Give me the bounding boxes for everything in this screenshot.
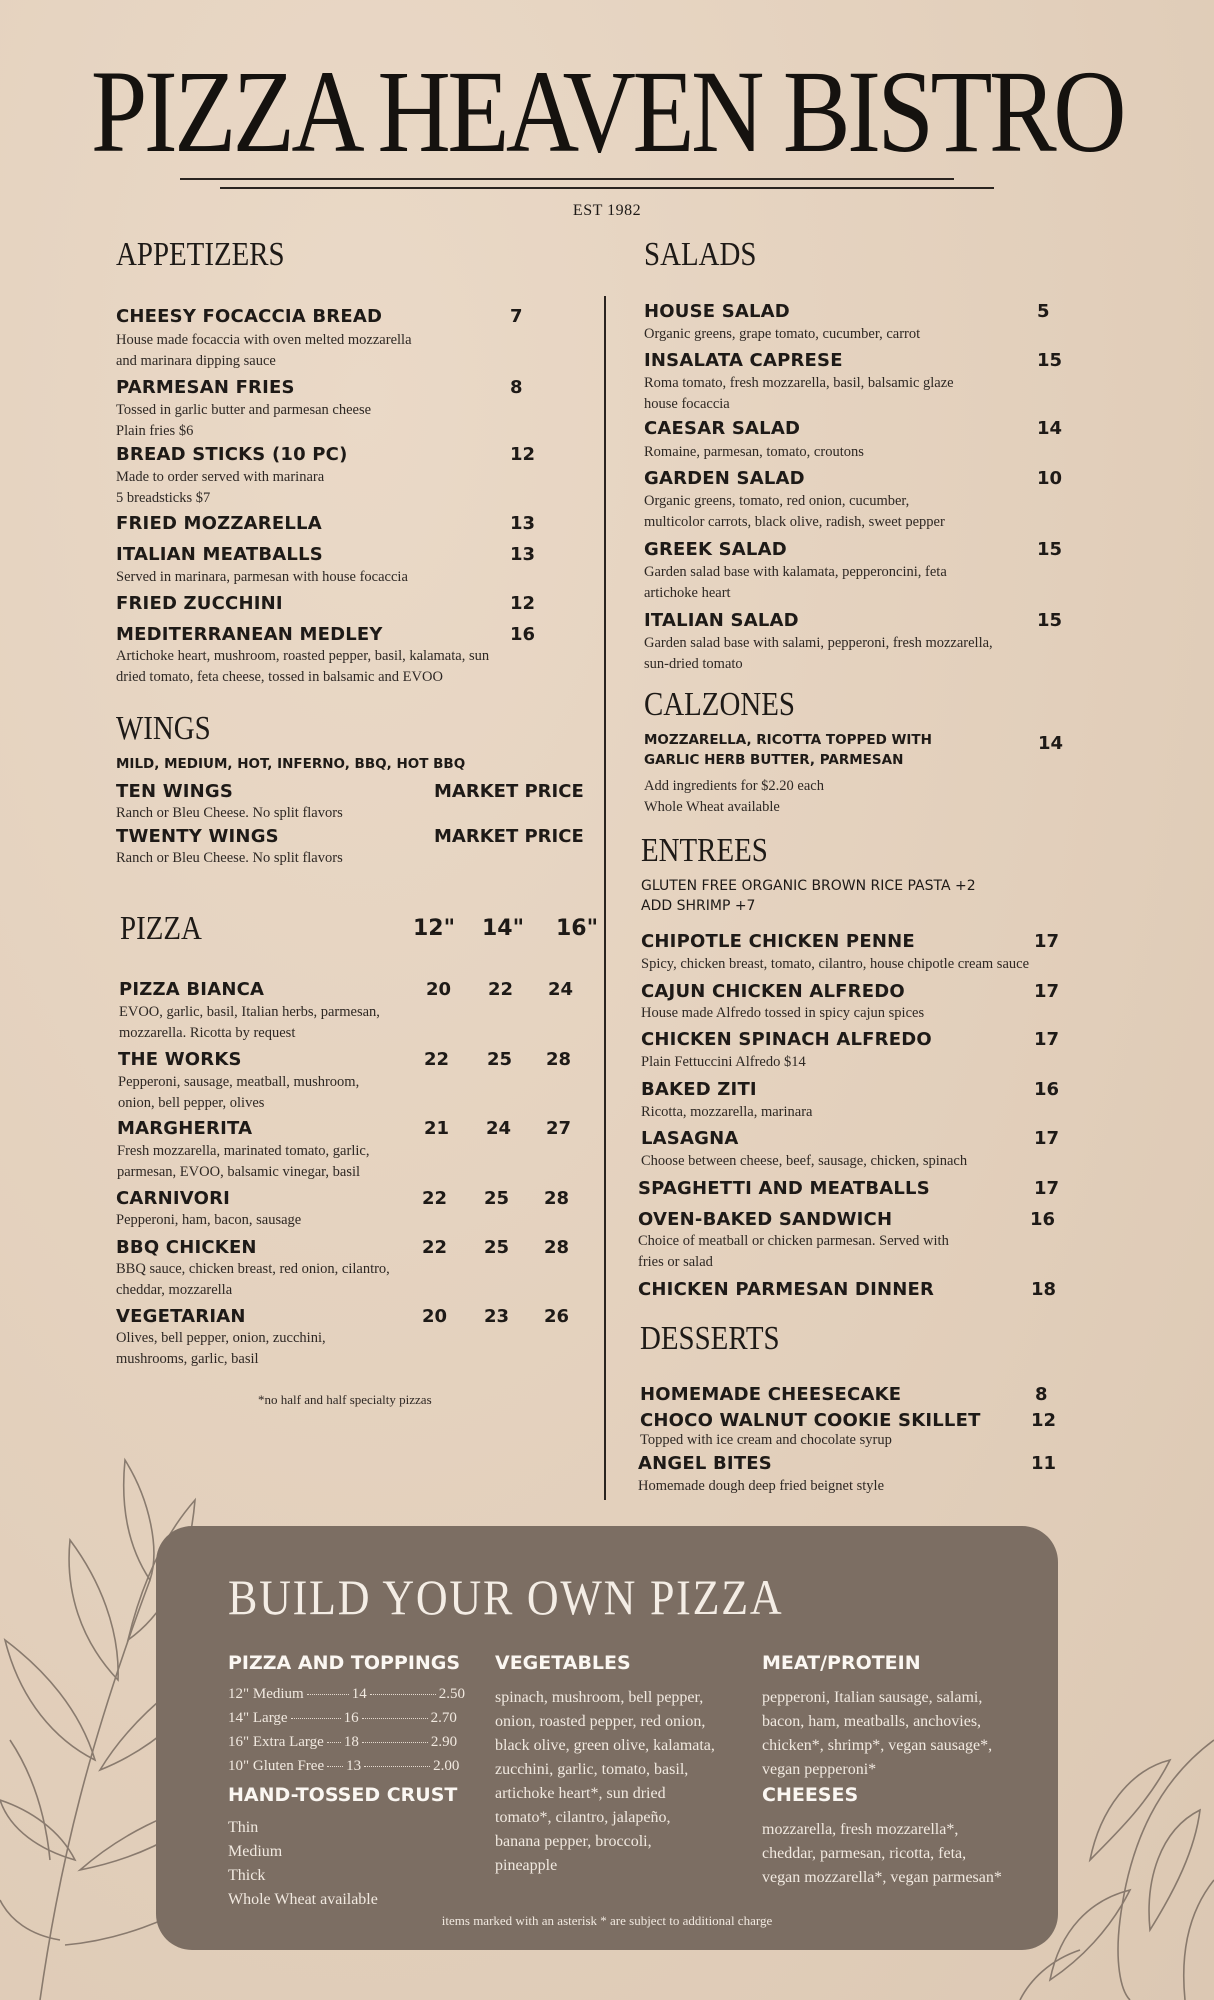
menu-item-desc: Ranch or Bleu Cheese. No split flavors (116, 850, 343, 866)
price-12: 20 (426, 979, 452, 1000)
calzone-price: 14 (1038, 733, 1064, 754)
menu-item-desc: parmesan, EVOO, balsamic vinegar, basil (117, 1164, 361, 1180)
calzone-name: GARLIC HERB BUTTER, PARMESAN (644, 752, 904, 768)
menu-item-name: CHEESY FOCACCIA BREAD (116, 306, 383, 327)
menu-item-name: PIZZA BIANCA (119, 979, 265, 1000)
menu-item-name: PARMESAN FRIES (116, 377, 295, 398)
menu-item-price: 17 (1034, 981, 1060, 1002)
crust-heading: HAND-TOSSED CRUST (228, 1784, 458, 1806)
menu-item-desc: dried tomato, feta cheese, tossed in balsamic and EVOO (116, 669, 443, 685)
menu-item-price: 12 (510, 444, 536, 465)
calzone-desc: Whole Wheat available (644, 799, 780, 815)
menu-item-price: 10 (1037, 468, 1063, 489)
menu-item-desc: Tossed in garlic butter and parmesan cheese (116, 402, 372, 418)
price-12: 22 (424, 1049, 450, 1070)
menu-item-name: VEGETARIAN (116, 1306, 246, 1327)
menu-item-desc: Served in marinara, parmesan with house focaccia (116, 569, 408, 585)
vegetable-list-line: zucchini, garlic, tomato, basil, (495, 1761, 689, 1778)
menu-item-price: 5 (1037, 301, 1050, 322)
menu-item-name: CHIPOTLE CHICKEN PENNE (641, 931, 915, 952)
menu-item-price: 11 (1031, 1453, 1057, 1474)
pizza-size-16: 16" (556, 916, 599, 941)
menu-item-desc: Topped with ice cream and chocolate syrup (640, 1432, 892, 1448)
pizza-heading: PIZZA (120, 910, 202, 947)
vegetable-list-line: spinach, mushroom, bell pepper, (495, 1689, 704, 1706)
menu-item-desc: fries or salad (638, 1254, 713, 1270)
vegetable-list-line: onion, roasted pepper, red onion, (495, 1713, 706, 1730)
menu-item-desc: Pepperoni, ham, bacon, sausage (116, 1212, 302, 1228)
desserts-heading: DESSERTS (640, 1320, 780, 1357)
menu-item-name: THE WORKS (118, 1049, 242, 1070)
menu-item-price: 15 (1037, 539, 1063, 560)
menu-item-name: BREAD STICKS (10 PC) (116, 444, 348, 465)
meat-list-line: vegan pepperoni* (762, 1761, 877, 1778)
menu-item-name: BBQ CHICKEN (116, 1237, 257, 1258)
price-12: 21 (424, 1118, 450, 1139)
meat-list-line: bacon, ham, meatballs, anchovies, (762, 1713, 982, 1730)
menu-item-desc: Ranch or Bleu Cheese. No split flavors (116, 805, 343, 821)
menu-item-name: MEDITERRANEAN MEDLEY (116, 624, 383, 645)
leader-dots (362, 1718, 428, 1719)
menu-item-desc: Homemade dough deep fried beignet style (638, 1478, 885, 1494)
size-row (228, 1710, 457, 1727)
build-your-own-title: BUILD YOUR OWN PIZZA (228, 1569, 784, 1625)
size-row (228, 1758, 459, 1775)
entree-option: GLUTEN FREE ORGANIC BROWN RICE PASTA +2 (641, 878, 976, 894)
menu-item-desc: Plain fries $6 (116, 423, 194, 439)
menu-item-price: 16 (510, 624, 536, 645)
menu-item-desc: Organic greens, grape tomato, cucumber, carrot (644, 326, 921, 342)
menu-item-name: OVEN-BAKED SANDWICH (638, 1209, 893, 1230)
menu-item-desc: Artichoke heart, mushroom, roasted pepper, basil, kalamata, sun (116, 648, 490, 664)
leader-dots (327, 1742, 341, 1743)
vegetable-list-line: pineapple (495, 1857, 558, 1874)
menu-item-price: 17 (1034, 1178, 1060, 1199)
menu-item-price: 16 (1034, 1079, 1060, 1100)
menu-item-name: GARDEN SALAD (644, 468, 805, 489)
menu-item-price: 18 (1031, 1279, 1057, 1300)
leader-dots (362, 1742, 428, 1743)
price-16: 26 (544, 1306, 570, 1327)
entrees-heading: ENTREES (641, 832, 768, 869)
size-row (228, 1734, 457, 1751)
size-slices: 16 (343, 1710, 359, 1726)
pizza-size-12: 12" (413, 916, 456, 941)
meat-heading: MEAT/PROTEIN (762, 1652, 921, 1674)
price-16: 28 (544, 1188, 570, 1209)
menu-item-desc: 5 breadsticks $7 (116, 490, 211, 506)
calzone-name: MOZZARELLA, RICOTTA TOPPED WITH (644, 732, 932, 748)
entree-option: ADD SHRIMP +7 (641, 898, 756, 914)
size-label: 10" Gluten Free (228, 1758, 325, 1774)
menu-item-desc: BBQ sauce, chicken breast, red onion, cilantro, (116, 1261, 390, 1277)
price-14: 25 (487, 1049, 513, 1070)
menu-item-name: CAESAR SALAD (644, 418, 801, 439)
menu-item-name: HOUSE SALAD (644, 301, 790, 322)
menu-item-price: 12 (1031, 1410, 1057, 1431)
size-row (228, 1686, 465, 1703)
cheese-list-line: cheddar, parmesan, ricotta, feta, (762, 1845, 967, 1862)
menu-item-desc: Choice of meatball or chicken parmesan. Served with (638, 1233, 949, 1249)
menu-item-desc: Plain Fettuccini Alfredo $14 (641, 1054, 806, 1070)
title-rule-top (180, 178, 954, 180)
menu-item-desc: house focaccia (644, 396, 730, 412)
price-16: 28 (546, 1049, 572, 1070)
price-16: 28 (544, 1237, 570, 1258)
menu-item-desc: Spicy, chicken breast, tomato, cilantro, house chipotle cream sauce (641, 956, 1030, 972)
size-price: 2.50 (438, 1686, 465, 1702)
menu-item-desc: Organic greens, tomato, red onion, cucumber, (644, 493, 910, 509)
crust-option: Medium (228, 1843, 283, 1860)
menu-item-desc: Ricotta, mozzarella, marinara (641, 1104, 813, 1120)
menu-item-name: SPAGHETTI AND MEATBALLS (638, 1178, 930, 1199)
leader-dots (291, 1718, 341, 1719)
menu-item-desc: Olives, bell pepper, onion, zucchini, (116, 1330, 326, 1346)
established-year: EST 1982 (572, 202, 642, 219)
menu-item-price: 7 (510, 306, 523, 327)
menu-item-name: CARNIVORI (116, 1188, 231, 1209)
menu-item-name: TWENTY WINGS (116, 826, 279, 847)
size-slices: 13 (346, 1758, 362, 1774)
price-16: 27 (546, 1118, 572, 1139)
crust-option: Thin (228, 1819, 259, 1836)
menu-item-name: CAJUN CHICKEN ALFREDO (641, 981, 905, 1002)
menu-item-desc: House made focaccia with oven melted mozzarella (116, 332, 412, 348)
price-14: 23 (484, 1306, 510, 1327)
menu-item-desc: Made to order served with marinara (116, 469, 325, 485)
menu-item-price: 16 (1030, 1209, 1056, 1230)
calzones-heading: CALZONES (644, 686, 795, 723)
column-divider (604, 296, 606, 1500)
menu-item-desc: Romaine, parmesan, tomato, croutons (644, 444, 864, 460)
menu-item-desc: cheddar, mozzarella (116, 1282, 233, 1298)
menu-item-price: 8 (1035, 1384, 1048, 1405)
menu-item-name: INSALATA CAPRESE (644, 350, 843, 371)
calzone-desc: Add ingredients for $2.20 each (644, 778, 824, 794)
cheese-list-line: vegan mozzarella*, vegan parmesan* (762, 1869, 1002, 1886)
leader-dots (327, 1766, 343, 1767)
menu-item-desc: Garden salad base with salami, pepperoni, fresh mozzarella, (644, 635, 993, 651)
leader-dots (370, 1694, 436, 1695)
pizza-note: *no half and half specialty pizzas (258, 1392, 432, 1407)
menu-item-price: 13 (510, 544, 536, 565)
price-12: 22 (422, 1188, 448, 1209)
menu-item-desc: Pepperoni, sausage, meatball, mushroom, (118, 1074, 360, 1090)
menu-item-price: MARKET PRICE (434, 781, 584, 802)
leader-dots (307, 1694, 349, 1695)
price-14: 25 (484, 1237, 510, 1258)
toppings-heading: PIZZA AND TOPPINGS (228, 1652, 461, 1674)
menu-item-name: FRIED MOZZARELLA (116, 513, 322, 534)
menu-item-name: BAKED ZITI (641, 1079, 757, 1100)
asterisk-note: items marked with an asterisk * are subject to additional charge (441, 1913, 773, 1928)
size-slices: 18 (343, 1734, 359, 1750)
vegetable-list-line: banana pepper, broccoli, (495, 1833, 652, 1850)
menu-item-price: 12 (510, 593, 536, 614)
menu-item-price: 14 (1037, 418, 1063, 439)
vegetable-list-line: artichoke heart*, sun dried (495, 1785, 666, 1802)
menu-item-desc: House made Alfredo tossed in spicy cajun spices (641, 1005, 925, 1021)
price-16: 24 (548, 979, 574, 1000)
vegetable-list-line: tomato*, cilantro, jalapeño, (495, 1809, 671, 1826)
menu-item-desc: and marinara dipping sauce (116, 353, 276, 369)
size-price: 2.70 (430, 1710, 457, 1726)
menu-item-price: MARKET PRICE (434, 826, 584, 847)
menu-item-name: FRIED ZUCCHINI (116, 593, 283, 614)
menu-item-name: TEN WINGS (116, 781, 234, 802)
pizza-size-14: 14" (482, 916, 525, 941)
menu-item-name: HOMEMADE CHEESECAKE (640, 1384, 902, 1405)
price-12: 22 (422, 1237, 448, 1258)
menu-item-price: 15 (1037, 350, 1063, 371)
vegetable-list-line: black olive, green olive, kalamata, (495, 1737, 715, 1754)
menu-item-name: ANGEL BITES (638, 1453, 772, 1474)
menu-item-price: 17 (1034, 931, 1060, 952)
crust-option: Whole Wheat available (228, 1891, 378, 1908)
price-14: 22 (488, 979, 514, 1000)
menu-item-name: LASAGNA (641, 1128, 739, 1149)
menu-item-price: 17 (1034, 1128, 1060, 1149)
size-label: 14" Large (228, 1710, 288, 1726)
menu-item-desc: Garden salad base with kalamata, pepperoncini, feta (644, 564, 947, 580)
crust-option: Thick (228, 1867, 266, 1884)
menu-item-desc: Fresh mozzarella, marinated tomato, garlic, (117, 1143, 370, 1159)
menu-item-desc: mushrooms, garlic, basil (116, 1351, 259, 1367)
menu-item-desc: Choose between cheese, beef, sausage, chicken, spinach (641, 1153, 968, 1169)
menu-item-price: 17 (1034, 1029, 1060, 1050)
size-label: 12" Medium (228, 1686, 304, 1702)
menu-item-price: 15 (1037, 610, 1063, 631)
menu-item-desc: sun-dried tomato (644, 656, 743, 672)
leader-dots (364, 1766, 430, 1767)
price-14: 25 (484, 1188, 510, 1209)
menu-item-name: CHICKEN SPINACH ALFREDO (641, 1029, 932, 1050)
meat-list-line: chicken*, shrimp*, vegan sausage*, (762, 1737, 993, 1754)
meat-list-line: pepperoni, Italian sausage, salami, (762, 1689, 983, 1706)
menu-item-name: ITALIAN SALAD (644, 610, 799, 631)
menu-item-desc: EVOO, garlic, basil, Italian herbs, parmesan, (119, 1004, 380, 1020)
price-12: 20 (422, 1306, 448, 1327)
cheeses-heading: CHEESES (762, 1784, 859, 1806)
menu-item-name: CHOCO WALNUT COOKIE SKILLET (640, 1410, 981, 1431)
restaurant-title: PIZZA HEAVEN BISTRO (90, 46, 1124, 177)
menu-item-desc: Roma tomato, fresh mozzarella, basil, balsamic glaze (644, 375, 954, 391)
menu-item-desc: mozzarella. Ricotta by request (119, 1025, 296, 1041)
menu-item-name: CHICKEN PARMESAN DINNER (638, 1279, 935, 1300)
menu-item-name: GREEK SALAD (644, 539, 787, 560)
vegetables-heading: VEGETABLES (495, 1652, 631, 1674)
title-rule-bottom (220, 187, 994, 189)
appetizers-heading: APPETIZERS (116, 236, 285, 273)
menu-item-desc: onion, bell pepper, olives (118, 1095, 265, 1111)
wings-heading: WINGS (116, 710, 211, 747)
menu-item-price: 13 (510, 513, 536, 534)
price-14: 24 (486, 1118, 512, 1139)
menu-item-name: ITALIAN MEATBALLS (116, 544, 323, 565)
size-slices: 14 (351, 1686, 367, 1702)
size-price: 2.00 (433, 1758, 460, 1774)
menu-item-name: MARGHERITA (117, 1118, 253, 1139)
size-label: 16" Extra Large (228, 1734, 324, 1750)
menu-item-desc: artichoke heart (644, 585, 731, 601)
salads-heading: SALADS (644, 236, 757, 273)
cheese-list-line: mozzarella, fresh mozzarella*, (762, 1821, 959, 1838)
size-price: 2.90 (430, 1734, 458, 1750)
menu-item-price: 8 (510, 377, 523, 398)
wing-flavors: MILD, MEDIUM, HOT, INFERNO, BBQ, HOT BBQ (116, 756, 466, 772)
menu-item-desc: multicolor carrots, black olive, radish, sweet pepper (644, 514, 945, 530)
